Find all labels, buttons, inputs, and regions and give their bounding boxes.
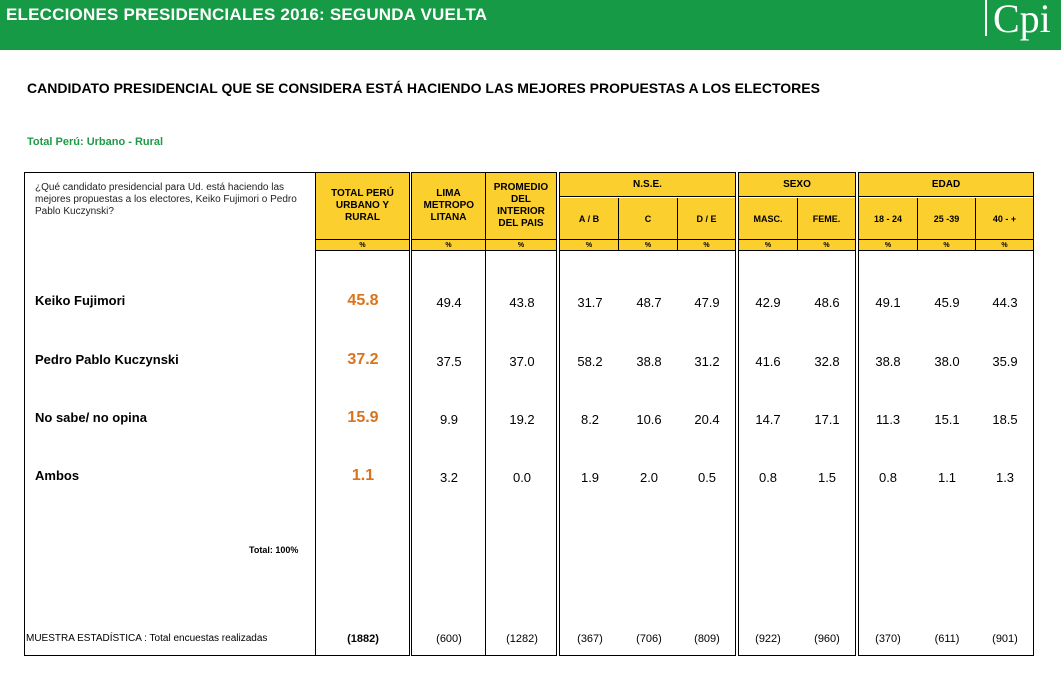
sample-lima: (600) (436, 633, 462, 645)
cell-ambos-interior: 0.0 (512, 470, 532, 485)
sample-40-plus: (901) (992, 633, 1018, 645)
cell-nsno-25-39: 15.1 (934, 412, 960, 427)
cell-nsno-c: 10.6 (636, 412, 662, 427)
cell-nsno-interior: 19.2 (509, 412, 535, 427)
table-block-nse (559, 172, 736, 656)
cell-nsno-18-24: 11.3 (875, 412, 901, 427)
divider (677, 198, 678, 251)
group-header-edad: EDAD (859, 173, 1033, 197)
cell-ambos-25-39: 1.1 (937, 470, 957, 485)
cell-keiko-18-24: 49.1 (875, 295, 901, 310)
cell-keiko-total: 45.8 (347, 292, 379, 309)
cpi-logo (985, 0, 1051, 44)
total-note: Total: 100% (249, 545, 299, 555)
row-label-nsno: No sabe/ no opina (35, 410, 147, 425)
cell-ambos-de: 0.5 (697, 470, 717, 485)
pct-c: % (619, 239, 677, 251)
sample-label: MUESTRA ESTADÍSTICA : Total encuestas realizadas (26, 633, 268, 644)
cell-ambos-c: 2.0 (639, 470, 659, 485)
cell-keiko-interior: 43.8 (509, 295, 535, 310)
sample-c: (706) (636, 633, 662, 645)
sample-ab: (367) (577, 633, 603, 645)
scope-label: Total Perú: Urbano - Rural (27, 136, 164, 148)
sample-total: (1882) (347, 633, 379, 645)
col-header-lima-label: LIMA METROPO LITANA (423, 188, 475, 223)
table-block-region (411, 172, 557, 656)
group-header-nse: N.S.E. (560, 173, 735, 197)
cell-ambos-18-24: 0.8 (878, 470, 898, 485)
cell-keiko-de: 47.9 (694, 295, 720, 310)
col-header-interior-label: PROMEDIO DEL INTERIOR DEL PAIS (493, 182, 549, 229)
sample-feme: (960) (814, 633, 840, 645)
group-header-sexo: SEXO (739, 173, 855, 197)
cell-keiko-masc: 42.9 (755, 295, 781, 310)
divider (975, 198, 976, 251)
pct-de: % (678, 239, 735, 251)
sample-25-39: (611) (934, 633, 960, 645)
cell-nsno-feme: 17.1 (814, 412, 840, 427)
table-title: CANDIDATO PRESIDENCIAL QUE SE CONSIDERA ESTÁ HACIENDO LAS MEJORES PROPUESTAS A LOS ELECTORES (27, 80, 820, 96)
sub-header-25-39: 25 -39 (918, 198, 975, 239)
col-header-total (316, 173, 409, 239)
sample-de: (809) (694, 633, 720, 645)
cell-ppk-lima: 37.5 (436, 354, 462, 369)
cell-ppk-interior: 37.0 (509, 354, 535, 369)
cell-ppk-ab: 58.2 (577, 354, 603, 369)
cell-ambos-masc: 0.8 (758, 470, 778, 485)
col-header-total-label: TOTAL PERÚ URBANO Y RURAL (331, 188, 394, 223)
divider (797, 198, 798, 251)
sub-header-ab: A / B (560, 198, 618, 239)
pct-lima: % (412, 239, 485, 251)
row-label-ambos: Ambos (35, 468, 80, 483)
row-label-keiko: Keiko Fujimori (35, 293, 126, 308)
table-block-edad (858, 172, 1034, 656)
cell-ppk-feme: 32.8 (814, 354, 840, 369)
table-block-question-total (24, 172, 410, 656)
page-header (0, 0, 1061, 50)
row-label-ppk: Pedro Pablo Kuczynski (35, 352, 179, 367)
pct-interior: % (486, 239, 556, 251)
pct-40-plus: % (976, 239, 1033, 251)
cell-ppk-de: 31.2 (694, 354, 720, 369)
sub-header-c: C (619, 198, 677, 239)
col-header-interior (486, 173, 556, 239)
cell-ppk-18-24: 38.8 (875, 354, 901, 369)
divider (315, 173, 316, 655)
question-text: ¿Qué candidato presidencial para Ud. está haciendo las mejores propuestas a los electores, Keiko Fujimori o Pedro Pablo Kuczynski? (35, 182, 297, 217)
divider (485, 173, 486, 655)
cell-ambos-feme: 1.5 (817, 470, 837, 485)
cell-keiko-ab: 31.7 (577, 295, 603, 310)
pct-masc: % (739, 239, 797, 251)
cell-ppk-total: 37.2 (347, 351, 379, 368)
cell-ambos-lima: 3.2 (439, 470, 459, 485)
pct-25-39: % (918, 239, 975, 251)
cell-ambos-ab: 1.9 (580, 470, 600, 485)
cell-keiko-c: 48.7 (636, 295, 662, 310)
pct-ab: % (560, 239, 618, 251)
cell-ppk-40-plus: 35.9 (992, 354, 1018, 369)
col-header-lima (412, 173, 485, 239)
divider (917, 198, 918, 251)
cell-nsno-40-plus: 18.5 (992, 412, 1018, 427)
sub-header-masc: MASC. (739, 198, 797, 239)
sample-18-24: (370) (875, 633, 901, 645)
pct-18-24: % (859, 239, 917, 251)
cell-nsno-masc: 14.7 (755, 412, 781, 427)
cell-ppk-25-39: 38.0 (934, 354, 960, 369)
cell-ambos-40-plus: 1.3 (995, 470, 1015, 485)
cell-nsno-de: 20.4 (694, 412, 720, 427)
cell-nsno-ab: 8.2 (580, 412, 600, 427)
sub-header-40-plus: 40 - + (976, 198, 1033, 239)
cell-nsno-total: 15.9 (347, 409, 379, 426)
table-block-sexo (738, 172, 856, 656)
sub-header-feme: FEME. (798, 198, 855, 239)
header-title: ELECCIONES PRESIDENCIALES 2016: SEGUNDA VUELTA (6, 5, 488, 24)
cell-keiko-40-plus: 44.3 (992, 295, 1018, 310)
sample-interior: (1282) (506, 633, 538, 645)
cell-ambos-total: 1.1 (351, 467, 375, 484)
cell-keiko-feme: 48.6 (814, 295, 840, 310)
cell-keiko-25-39: 45.9 (934, 295, 960, 310)
cell-ppk-masc: 41.6 (755, 354, 781, 369)
logo-text: Cpi (993, 0, 1051, 41)
pct-feme: % (798, 239, 855, 251)
cell-keiko-lima: 49.4 (436, 295, 462, 310)
sub-header-de: D / E (678, 198, 735, 239)
pct-total: % (316, 239, 409, 251)
cell-nsno-lima: 9.9 (439, 412, 459, 427)
cell-ppk-c: 38.8 (636, 354, 662, 369)
sample-masc: (922) (755, 633, 781, 645)
divider (618, 198, 619, 251)
sub-header-18-24: 18 - 24 (859, 198, 917, 239)
